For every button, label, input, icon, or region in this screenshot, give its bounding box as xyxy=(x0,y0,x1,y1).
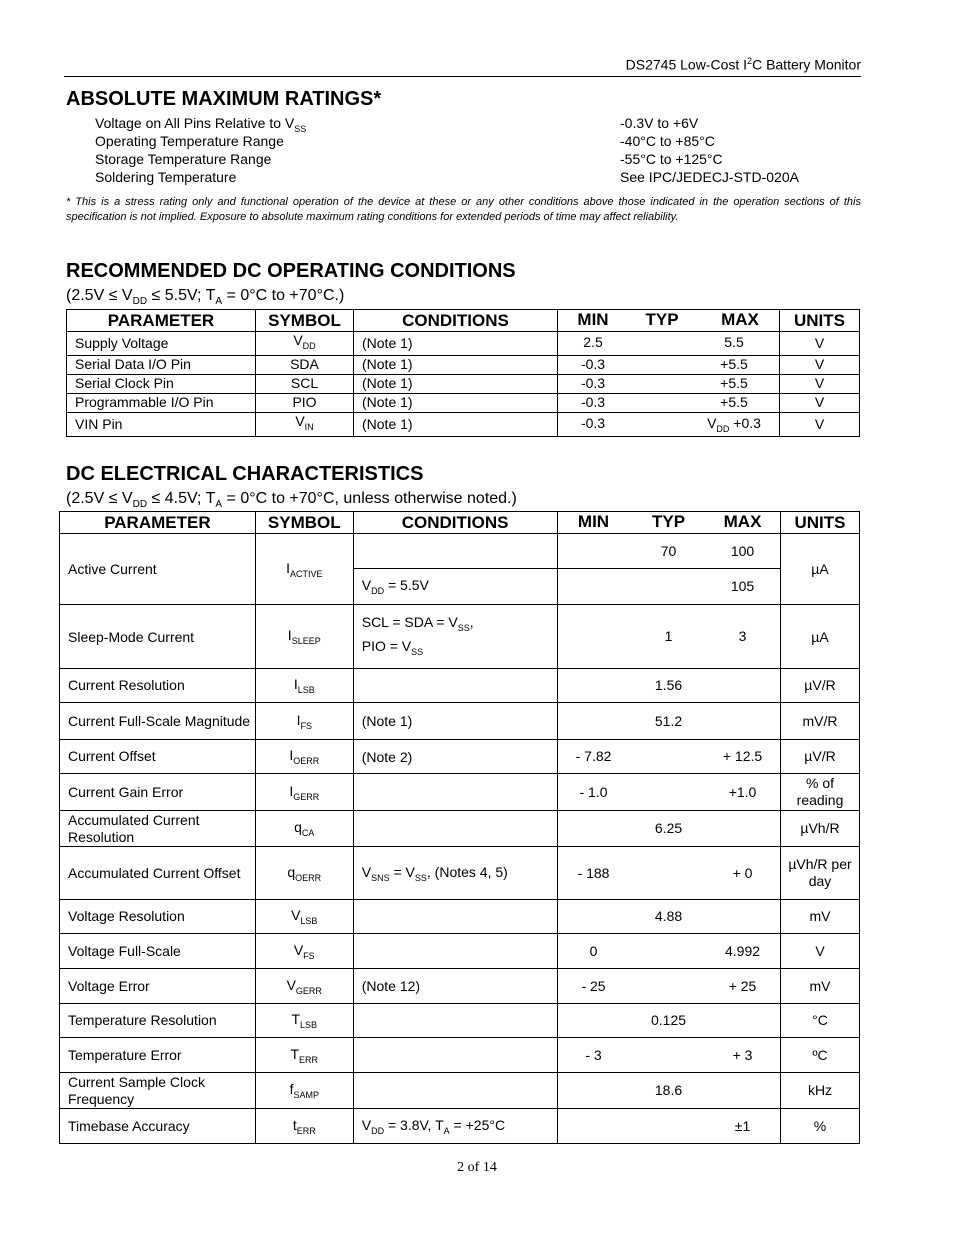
param-cell: Accumulated Current Offset xyxy=(60,847,256,900)
rec-header-row xyxy=(67,310,860,332)
conditions-cell xyxy=(353,811,557,847)
col-max: MAX xyxy=(723,512,762,531)
conditions-cell: $V_{DD} = 3.8V$, $T_A = +25^\circ C$ xyxy=(353,1109,557,1144)
max-value: ±1 xyxy=(734,1118,751,1134)
param-cell: Active Current xyxy=(60,534,256,605)
table-row xyxy=(60,740,860,774)
param-cell: Temperature Resolution xyxy=(60,1004,256,1038)
rating-label: Operating Temperature Range xyxy=(95,133,284,149)
symbol-cell: $V_{DD}$ xyxy=(256,332,354,356)
param-cell: Current Full-Scale Magnitude xyxy=(60,703,256,740)
table-row xyxy=(60,774,860,811)
min-value: 2.5 xyxy=(583,334,603,351)
table-row xyxy=(60,900,860,934)
values-cell xyxy=(557,703,781,740)
table-row xyxy=(67,355,860,374)
max-value: + 25 xyxy=(728,978,757,994)
symbol-cell: SCL xyxy=(256,374,354,393)
values-cell xyxy=(557,605,781,669)
values-cell xyxy=(557,1109,781,1144)
symbol-cell: $I_{GERR}$ xyxy=(255,774,353,811)
units-cell: V xyxy=(781,934,860,969)
max-value: 5.5 xyxy=(724,334,744,351)
symbol-cell: $f_{SAMP}$ xyxy=(255,1073,353,1109)
min-value: -0.3 xyxy=(580,355,606,372)
units-cell: mV/R xyxy=(781,703,860,740)
typ-value: 4.88 xyxy=(654,908,683,924)
min-value: -0.3 xyxy=(580,415,606,432)
table-row xyxy=(67,412,860,436)
symbol-cell: $I_{ACTIVE}$ xyxy=(255,534,353,605)
table-row xyxy=(60,969,860,1004)
min-value: - 25 xyxy=(581,978,606,994)
values-cell xyxy=(557,569,781,605)
document-title: DS2745 Low-Cost $I^2C$ Battery Monitor xyxy=(625,56,861,73)
min-value: -0.3 xyxy=(580,393,606,410)
col-conditions: CONDITIONS xyxy=(353,512,557,534)
col-parameter: PARAMETER xyxy=(67,310,256,332)
symbol-cell: $V_{FS}$ xyxy=(255,934,353,969)
min-value: - 3 xyxy=(585,1047,602,1063)
max-value: 105 xyxy=(730,578,755,594)
table-row xyxy=(60,1073,860,1109)
units-cell: % of reading xyxy=(781,774,860,811)
page-header xyxy=(64,54,861,77)
conditions-cell xyxy=(353,1073,557,1109)
symbol-cell: $T_{LSB}$ xyxy=(255,1004,353,1038)
abs-max-note: * This is a stress rating only and functional operation of the device at these or any other conditions above those indicated in the operation sections of this specification is not implied. Exposure to absolute maximum rating conditions for extended periods of time may affect reliability. xyxy=(66,196,861,223)
rec-title: RECOMMENDED DC OPERATING CONDITIONS xyxy=(66,260,516,282)
units-cell: µA xyxy=(781,605,860,669)
col-conditions: CONDITIONS xyxy=(354,310,558,332)
param-cell: Sleep-Mode Current xyxy=(60,605,256,669)
conditions-cell: (Note 1) xyxy=(354,355,558,374)
conditions-cell xyxy=(353,774,557,811)
units-cell: ºC xyxy=(781,1038,860,1073)
rating-row xyxy=(95,114,855,132)
param-cell: Serial Data I/O Pin xyxy=(67,355,256,374)
table-row xyxy=(60,534,860,569)
units-cell: V xyxy=(780,332,860,356)
values-cell xyxy=(557,774,781,811)
table-row xyxy=(67,374,860,393)
col-parameter: PARAMETER xyxy=(60,512,256,534)
min-value: - 188 xyxy=(577,865,610,881)
rating-label: Soldering Temperature xyxy=(95,169,237,185)
units-cell: V xyxy=(780,355,860,374)
conditions-cell xyxy=(353,1004,557,1038)
dc-header-row xyxy=(60,512,860,534)
col-min: MIN xyxy=(577,310,609,329)
max-value: +1.0 xyxy=(728,784,757,800)
values-cell xyxy=(557,811,781,847)
conditions-cell: (Note 1) xyxy=(354,412,558,436)
symbol-cell: $I_{FS}$ xyxy=(255,703,353,740)
symbol-cell: PIO xyxy=(256,393,354,412)
units-cell: V xyxy=(780,393,860,412)
min-value: - 7.82 xyxy=(575,748,612,764)
symbol-cell: $I_{OERR}$ xyxy=(255,740,353,774)
param-cell: Timebase Accuracy xyxy=(60,1109,256,1144)
conditions-cell: SCL = SDA = $V_{SS}$, PIO = $V_{SS}$ xyxy=(353,605,557,669)
col-units: UNITS xyxy=(781,512,860,534)
values-cell xyxy=(557,669,781,703)
conditions-cell: $V_{DD} = 5.5V$ xyxy=(353,569,557,605)
conditions-cell: (Note 1) xyxy=(354,393,558,412)
col-symbol: SYMBOL xyxy=(255,512,353,534)
units-cell: µA xyxy=(781,534,860,605)
conditions-cell: $V_{SNS} = V_{SS}$, (Notes 4, 5) xyxy=(353,847,557,900)
table-row xyxy=(60,934,860,969)
table-row xyxy=(60,847,860,900)
table-row xyxy=(67,332,860,356)
values-cell xyxy=(558,355,780,374)
col-typ: TYP xyxy=(651,512,686,531)
conditions-cell xyxy=(353,534,557,569)
units-cell: µVh/R xyxy=(781,811,860,847)
col-units: UNITS xyxy=(780,310,860,332)
max-value: 3 xyxy=(738,628,747,644)
values-cell xyxy=(557,847,781,900)
table-row xyxy=(60,1004,860,1038)
conditions-cell xyxy=(353,934,557,969)
units-cell: V xyxy=(780,412,860,436)
values-cell xyxy=(558,393,780,412)
typ-value: 51.2 xyxy=(654,713,683,729)
table-row xyxy=(67,393,860,412)
rating-label: Storage Temperature Range xyxy=(95,151,272,167)
max-value: + 0 xyxy=(732,865,753,881)
max-value: $V_{DD} +0.3$ xyxy=(707,415,761,434)
values-cell xyxy=(557,900,781,934)
units-cell: % xyxy=(781,1109,860,1144)
typ-value: 0.125 xyxy=(650,1012,687,1028)
symbol-cell: $V_{GERR}$ xyxy=(255,969,353,1004)
symbol-cell: $q_{OERR}$ xyxy=(255,847,353,900)
typ-value: 18.6 xyxy=(654,1082,683,1098)
values-cell xyxy=(558,332,780,356)
col-symbol: SYMBOL xyxy=(256,310,354,332)
conditions-cell: (Note 12) xyxy=(353,969,557,1004)
values-cell xyxy=(557,534,781,569)
symbol-cell: $I_{LSB}$ xyxy=(255,669,353,703)
max-value: +5.5 xyxy=(720,393,748,410)
col-min-typ-max xyxy=(558,310,780,332)
col-typ: TYP xyxy=(645,310,679,329)
rating-row xyxy=(95,168,855,186)
col-min-typ-max xyxy=(557,512,781,534)
page-number: 2 of 14 xyxy=(457,1160,497,1175)
values-cell xyxy=(557,1004,781,1038)
max-value: +5.5 xyxy=(720,355,748,372)
table-row xyxy=(60,1038,860,1073)
conditions-cell: (Note 1) xyxy=(353,703,557,740)
conditions-cell: (Note 1) xyxy=(354,374,558,393)
table-row xyxy=(60,605,860,669)
abs-max-title: ABSOLUTE MAXIMUM RATINGS* xyxy=(66,88,382,110)
table-row xyxy=(60,669,860,703)
param-cell: Programmable I/O Pin xyxy=(67,393,256,412)
max-value: + 12.5 xyxy=(722,748,763,764)
symbol-cell: SDA xyxy=(256,355,354,374)
param-cell: VIN Pin xyxy=(67,412,256,436)
param-cell: Serial Clock Pin xyxy=(67,374,256,393)
units-cell: mV xyxy=(781,900,860,934)
param-cell: Voltage Error xyxy=(60,969,256,1004)
param-cell: Current Offset xyxy=(60,740,256,774)
conditions-cell: (Note 2) xyxy=(353,740,557,774)
typ-value: 6.25 xyxy=(654,820,683,836)
rating-row xyxy=(95,150,855,168)
table-row xyxy=(60,1109,860,1144)
abs-max-list xyxy=(95,114,855,186)
dc-table xyxy=(59,511,860,1144)
typ-value: 1.56 xyxy=(654,677,683,693)
table-row xyxy=(60,703,860,740)
rating-value: See IPC/JEDECJ-STD-020A xyxy=(620,169,799,185)
typ-value: 1 xyxy=(664,628,673,644)
conditions-cell xyxy=(353,900,557,934)
rating-value: -55°C to +125°C xyxy=(620,151,723,167)
units-cell: µV/R xyxy=(781,669,860,703)
table-row xyxy=(60,811,860,847)
values-cell xyxy=(557,740,781,774)
param-cell: Current Gain Error xyxy=(60,774,256,811)
col-min: MIN xyxy=(577,512,610,531)
col-max: MAX xyxy=(721,310,759,329)
dc-title: DC ELECTRICAL CHARACTERISTICS xyxy=(66,463,424,485)
symbol-cell: $q_{CA}$ xyxy=(255,811,353,847)
conditions-cell: (Note 1) xyxy=(354,332,558,356)
conditions-cell xyxy=(353,1038,557,1073)
units-cell: µVh/R per day xyxy=(781,847,860,900)
units-cell: mV xyxy=(781,969,860,1004)
dc-conditions: ($2.5V \le V_{DD} \le 4.5V$; $T_A = 0^\circ C$ to +70°C, unless otherwise noted.) xyxy=(66,490,517,511)
units-cell: °C xyxy=(781,1004,860,1038)
max-value: + 3 xyxy=(732,1047,753,1063)
units-cell: kHz xyxy=(781,1073,860,1109)
rating-row xyxy=(95,132,855,150)
symbol-cell: $T_{ERR}$ xyxy=(255,1038,353,1073)
min-value: 0 xyxy=(589,943,598,959)
units-cell: V xyxy=(780,374,860,393)
param-cell: Temperature Error xyxy=(60,1038,256,1073)
units-cell: µV/R xyxy=(781,740,860,774)
max-value: +5.5 xyxy=(720,374,748,391)
conditions-cell xyxy=(353,669,557,703)
rec-conditions: ($2.5V \le V_{DD} \le 5.5V$; $T_A = 0^\circ C$ to +70°C.) xyxy=(66,287,345,308)
rating-label: Voltage on All Pins Relative to $V_{SS}$ xyxy=(95,115,307,134)
max-value: 100 xyxy=(730,543,755,559)
min-value: - 1.0 xyxy=(579,784,608,800)
max-value: 4.992 xyxy=(724,943,761,959)
values-cell xyxy=(557,1038,781,1073)
param-cell: Voltage Resolution xyxy=(60,900,256,934)
rating-value: -0.3V to +6V xyxy=(620,115,699,131)
param-cell: Voltage Full-Scale xyxy=(60,934,256,969)
values-cell xyxy=(558,374,780,393)
values-cell xyxy=(557,1073,781,1109)
values-cell xyxy=(558,412,780,436)
rating-value: -40°C to +85°C xyxy=(620,133,715,149)
typ-value: 70 xyxy=(660,543,677,559)
rec-table xyxy=(66,309,860,437)
param-cell: Accumulated Current Resolution xyxy=(60,811,256,847)
symbol-cell: $t_{ERR}$ xyxy=(255,1109,353,1144)
param-cell: Current Sample Clock Frequency xyxy=(60,1073,256,1109)
param-cell: Current Resolution xyxy=(60,669,256,703)
min-value: -0.3 xyxy=(580,374,606,391)
symbol-cell: $V_{IN}$ xyxy=(256,412,354,436)
values-cell xyxy=(557,969,781,1004)
symbol-cell: $V_{LSB}$ xyxy=(255,900,353,934)
symbol-cell: $I_{SLEEP}$ xyxy=(255,605,353,669)
param-cell: Supply Voltage xyxy=(67,332,256,356)
values-cell xyxy=(557,934,781,969)
